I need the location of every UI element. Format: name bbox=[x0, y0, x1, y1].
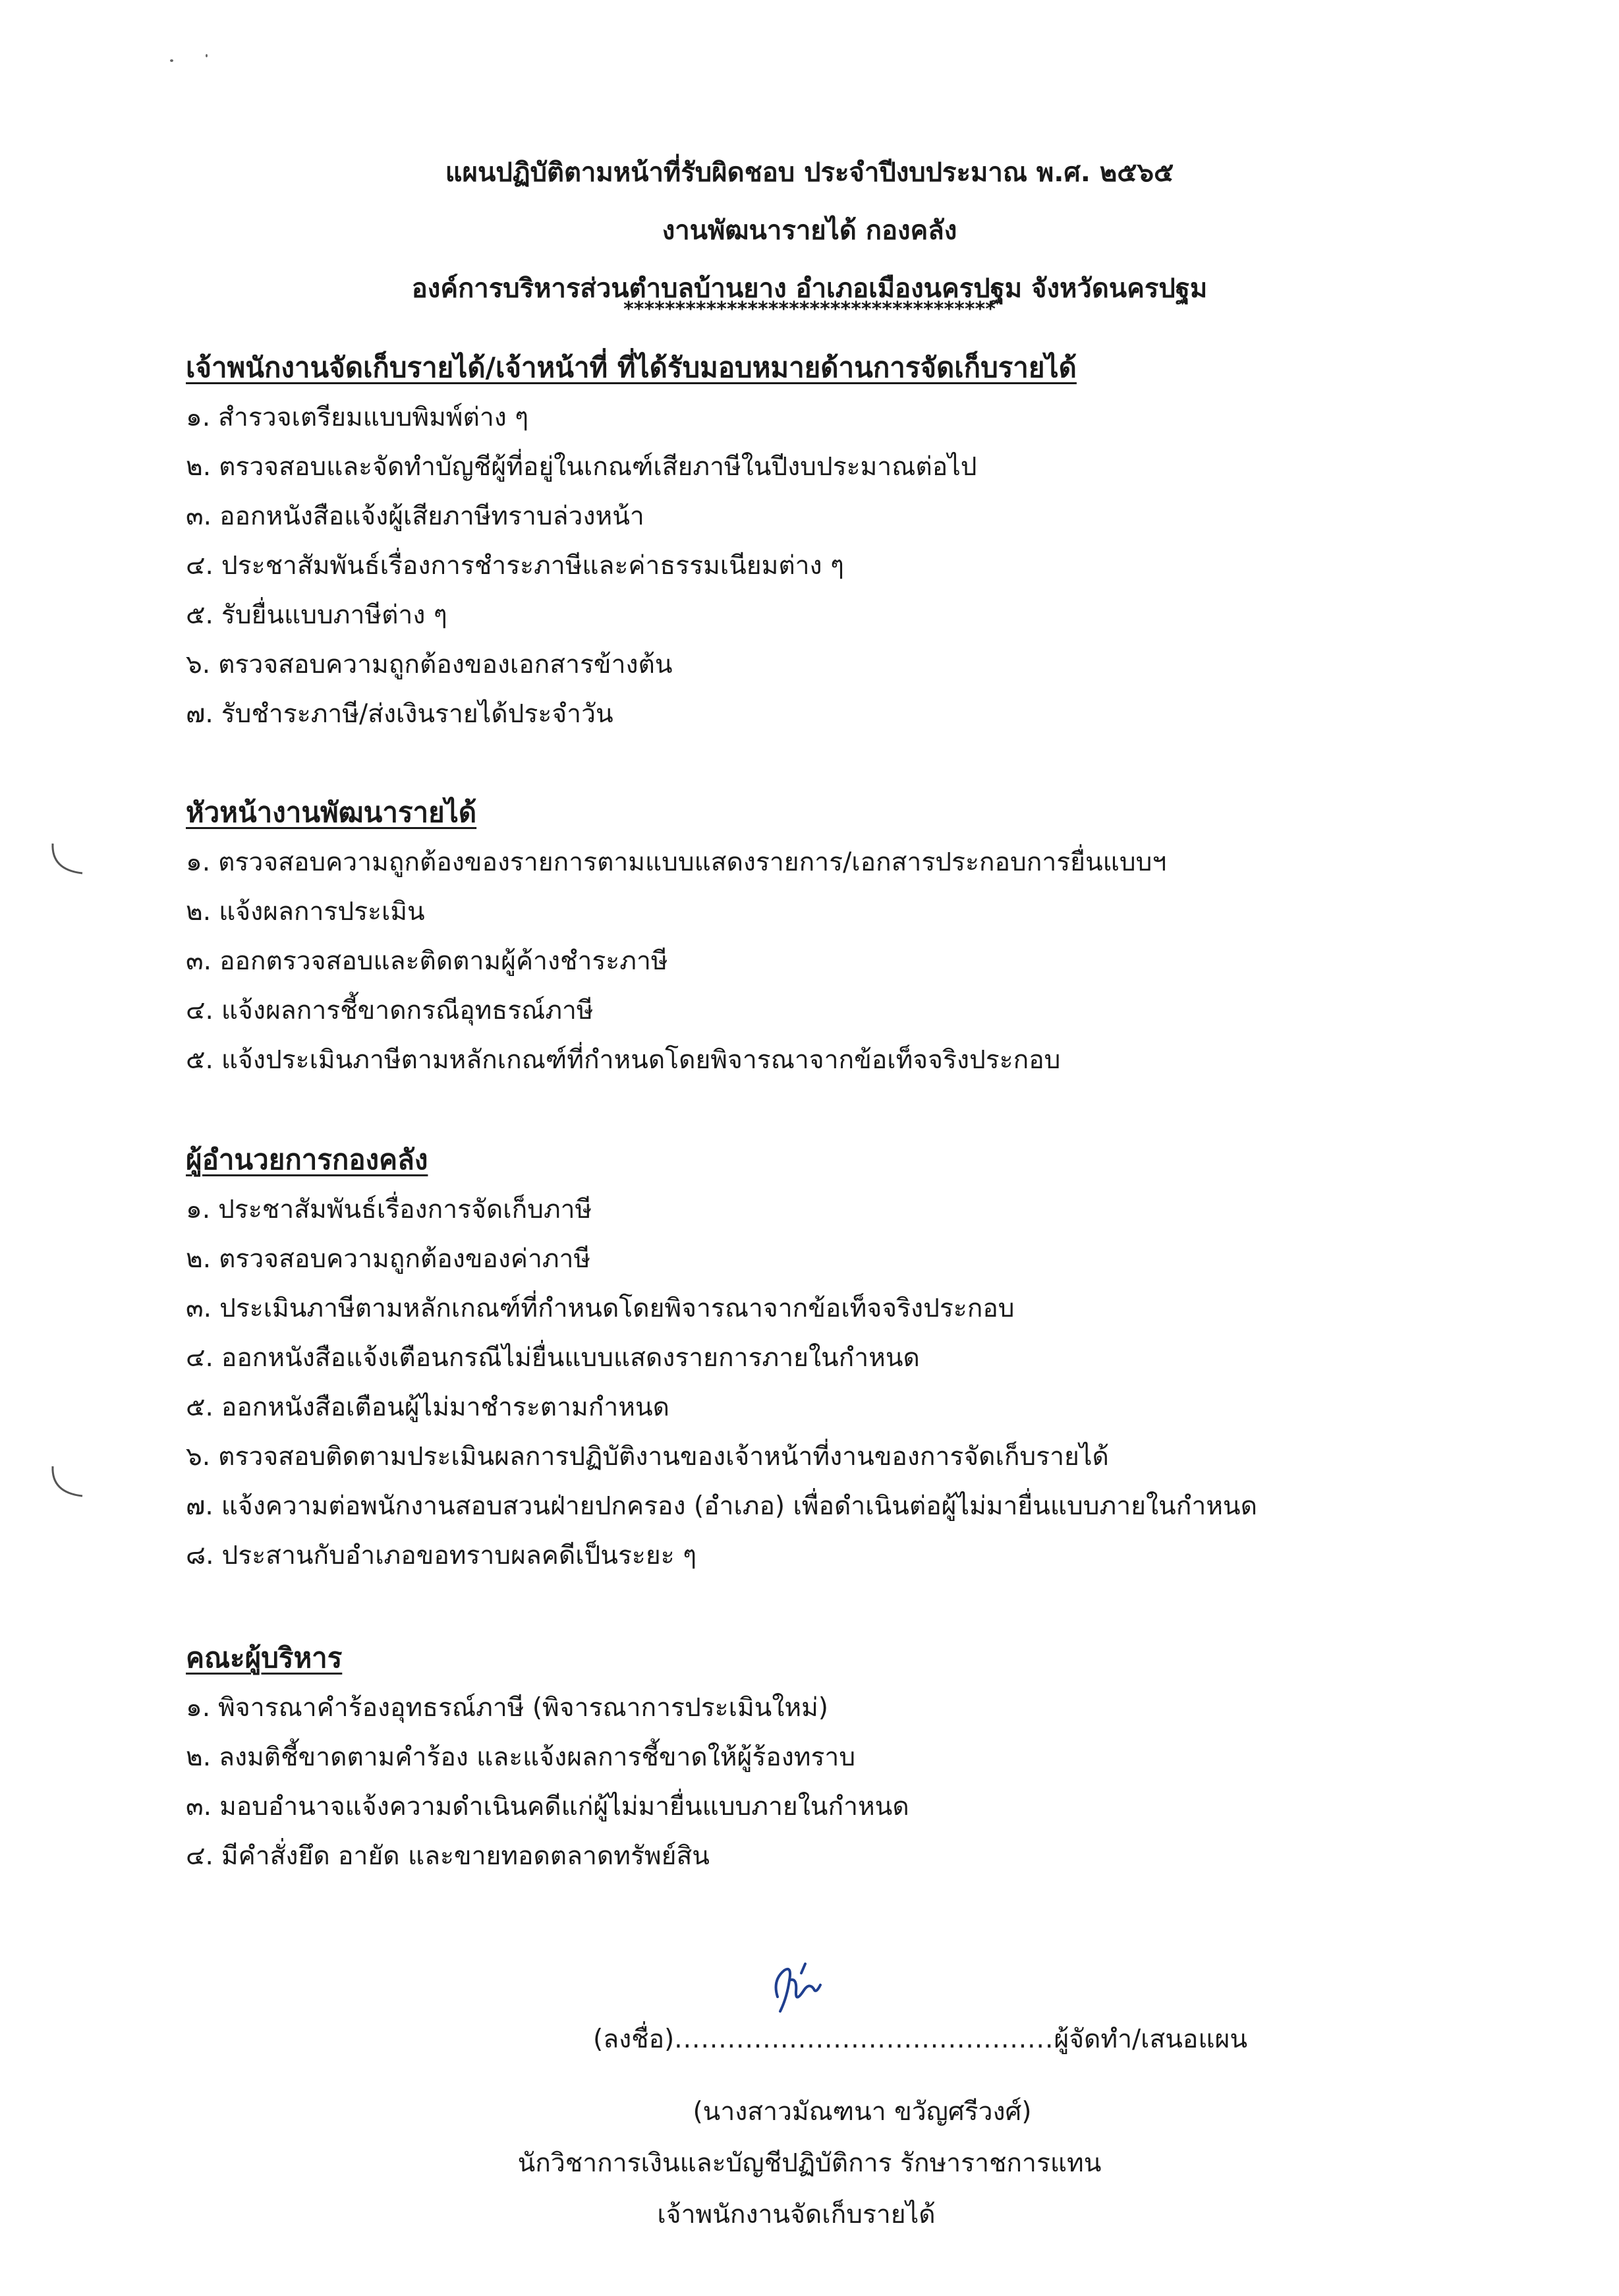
section-title: คณะผู้บริหาร bbox=[186, 1642, 343, 1674]
list-item: ๑. พิจารณาคำร้องอุทธรณ์ภาษี (พิจารณาการประเมินใหม่) bbox=[186, 1693, 829, 1723]
header-organization: องค์การบริหารส่วนตำบลบ้านยาง อำเภอเมืองนครปฐม จังหวัดนครปฐม bbox=[411, 273, 1208, 304]
list-item: ๑. ตรวจสอบความถูกต้องของรายการตามแบบแสดงรายการ/เอกสารประกอบการยื่นแบบฯ bbox=[186, 847, 1167, 877]
list-item: ๖. ตรวจสอบความถูกต้องของเอกสารข้างต้น bbox=[186, 650, 673, 679]
section-title: เจ้าพนักงานจัดเก็บรายได้/เจ้าหน้าที่ ที่ได้รับมอบหมายด้านการจัดเก็บรายได้ bbox=[186, 351, 1077, 384]
list-item: ๓. ประเมินภาษีตามหลักเกณฑ์ที่กำหนดโดยพิจารณาจากข้อเท็จจริงประกอบ bbox=[186, 1294, 1015, 1323]
signature-block bbox=[0, 2013, 1619, 2231]
section-finance-director bbox=[186, 1135, 1438, 1580]
list-item: ๔. มีคำสั่งยึด อายัด และขายทอดตลาดทรัพย์สิน bbox=[186, 1841, 710, 1871]
list-item: ๔. แจ้งผลการชี้ขาดกรณีอุทธรณ์ภาษี bbox=[186, 996, 594, 1025]
signature-dots: ........................................... bbox=[674, 2024, 1054, 2054]
list-item: ๕. แจ้งประเมินภาษีตามหลักเกณฑ์ที่กำหนดโดยพิจารณาจากข้อเท็จจริงประกอบ bbox=[186, 1045, 1061, 1075]
signature-prefix: (ลงชื่อ) bbox=[593, 2024, 675, 2054]
list-item: ๗. แจ้งความต่อพนักงานสอบสวนฝ่ายปกครอง (อำเภอ) เพื่อดำเนินต่อผู้ไม่มายื่นแบบภายในกำหนด bbox=[186, 1491, 1257, 1521]
task-list bbox=[186, 838, 1438, 1085]
list-item: ๖. ตรวจสอบติดตามประเมินผลการปฏิบัติงานของเจ้าหน้าที่งานของการจัดเก็บรายได้ bbox=[186, 1442, 1109, 1472]
list-item: ๘. ประสานกับอำเภอขอทราบผลคดีเป็นระยะ ๆ bbox=[186, 1541, 697, 1570]
header-title: แผนปฏิบัติตามหน้าที่รับผิดชอบ ประจำปีงบประมาณ พ.ศ. ๒๕๖๕ bbox=[445, 158, 1174, 188]
task-list bbox=[186, 1185, 1438, 1580]
signer-name: (นางสาวมัณฑนา ขวัญศรีวงศ์) bbox=[693, 2097, 1032, 2127]
list-item: ๗. รับชำระภาษี/ส่งเงินรายได้ประจำวัน bbox=[186, 699, 613, 729]
section-revenue-officer bbox=[186, 343, 1438, 739]
list-item: ๕. รับยื่นแบบภาษีต่าง ๆ bbox=[186, 600, 447, 630]
list-item: ๕. ออกหนังสือเตือนผู้ไม่มาชำระตามกำหนด bbox=[186, 1392, 669, 1422]
scan-speck bbox=[170, 59, 173, 62]
section-executives bbox=[186, 1633, 1438, 1881]
task-list bbox=[186, 1683, 1438, 1881]
section-title: หัวหน้างานพัฒนารายได้ bbox=[186, 796, 477, 828]
list-item: ๓. มอบอำนาจแจ้งความดำเนินคดีแก่ผู้ไม่มายื่นแบบภายในกำหนด bbox=[186, 1792, 909, 1822]
header-separator: ************************************ bbox=[623, 298, 996, 321]
list-item: ๔. ออกหนังสือแจ้งเตือนกรณีไม่ยื่นแบบแสดงรายการภายในกำหนด bbox=[186, 1343, 920, 1373]
list-item: ๑. ประชาสัมพันธ์เรื่องการจัดเก็บภาษี bbox=[186, 1195, 592, 1224]
margin-mark bbox=[40, 1463, 92, 1509]
header-department: งานพัฒนารายได้ กองคลัง bbox=[662, 215, 957, 246]
task-list bbox=[186, 393, 1438, 739]
signature-line bbox=[593, 2013, 1247, 2066]
list-item: ๓. ออกหนังสือแจ้งผู้เสียภาษีทราบล่วงหน้า bbox=[186, 502, 644, 531]
list-item: ๒. ตรวจสอบและจัดทำบัญชีผู้ที่อยู่ในเกณฑ์เสียภาษีในปีงบประมาณต่อไป bbox=[186, 452, 977, 482]
scan-speck bbox=[206, 54, 208, 57]
list-item: ๑. สำรวจเตรียมแบบพิมพ์ต่าง ๆ bbox=[186, 403, 529, 432]
list-item: ๔. ประชาสัมพันธ์เรื่องการชำระภาษีและค่าธรรมเนียมต่าง ๆ bbox=[186, 551, 844, 581]
signature-role: ผู้จัดทำ/เสนอแผน bbox=[1054, 2024, 1247, 2054]
handwritten-signature bbox=[758, 1951, 830, 2023]
margin-mark bbox=[40, 840, 92, 886]
document-header bbox=[0, 144, 1619, 318]
signer-position: นักวิชาการเงินและบัญชีปฏิบัติการ รักษาราชการแทน bbox=[517, 2148, 1102, 2178]
list-item: ๒. ลงมติชี้ขาดตามคำร้อง และแจ้งผลการชี้ขาดให้ผู้ร้องทราบ bbox=[186, 1742, 856, 1772]
list-item: ๒. ตรวจสอบความถูกต้องของค่าภาษี bbox=[186, 1244, 591, 1274]
list-item: ๒. แจ้งผลการประเมิน bbox=[186, 897, 425, 927]
list-item: ๓. ออกตรวจสอบและติดตามผู้ค้างชำระภาษี bbox=[186, 946, 668, 976]
section-title: ผู้อำนวยการกองคลัง bbox=[186, 1143, 428, 1176]
section-revenue-head bbox=[186, 788, 1438, 1085]
signer-position-2: เจ้าพนักงานจัดเก็บรายได้ bbox=[657, 2200, 936, 2229]
